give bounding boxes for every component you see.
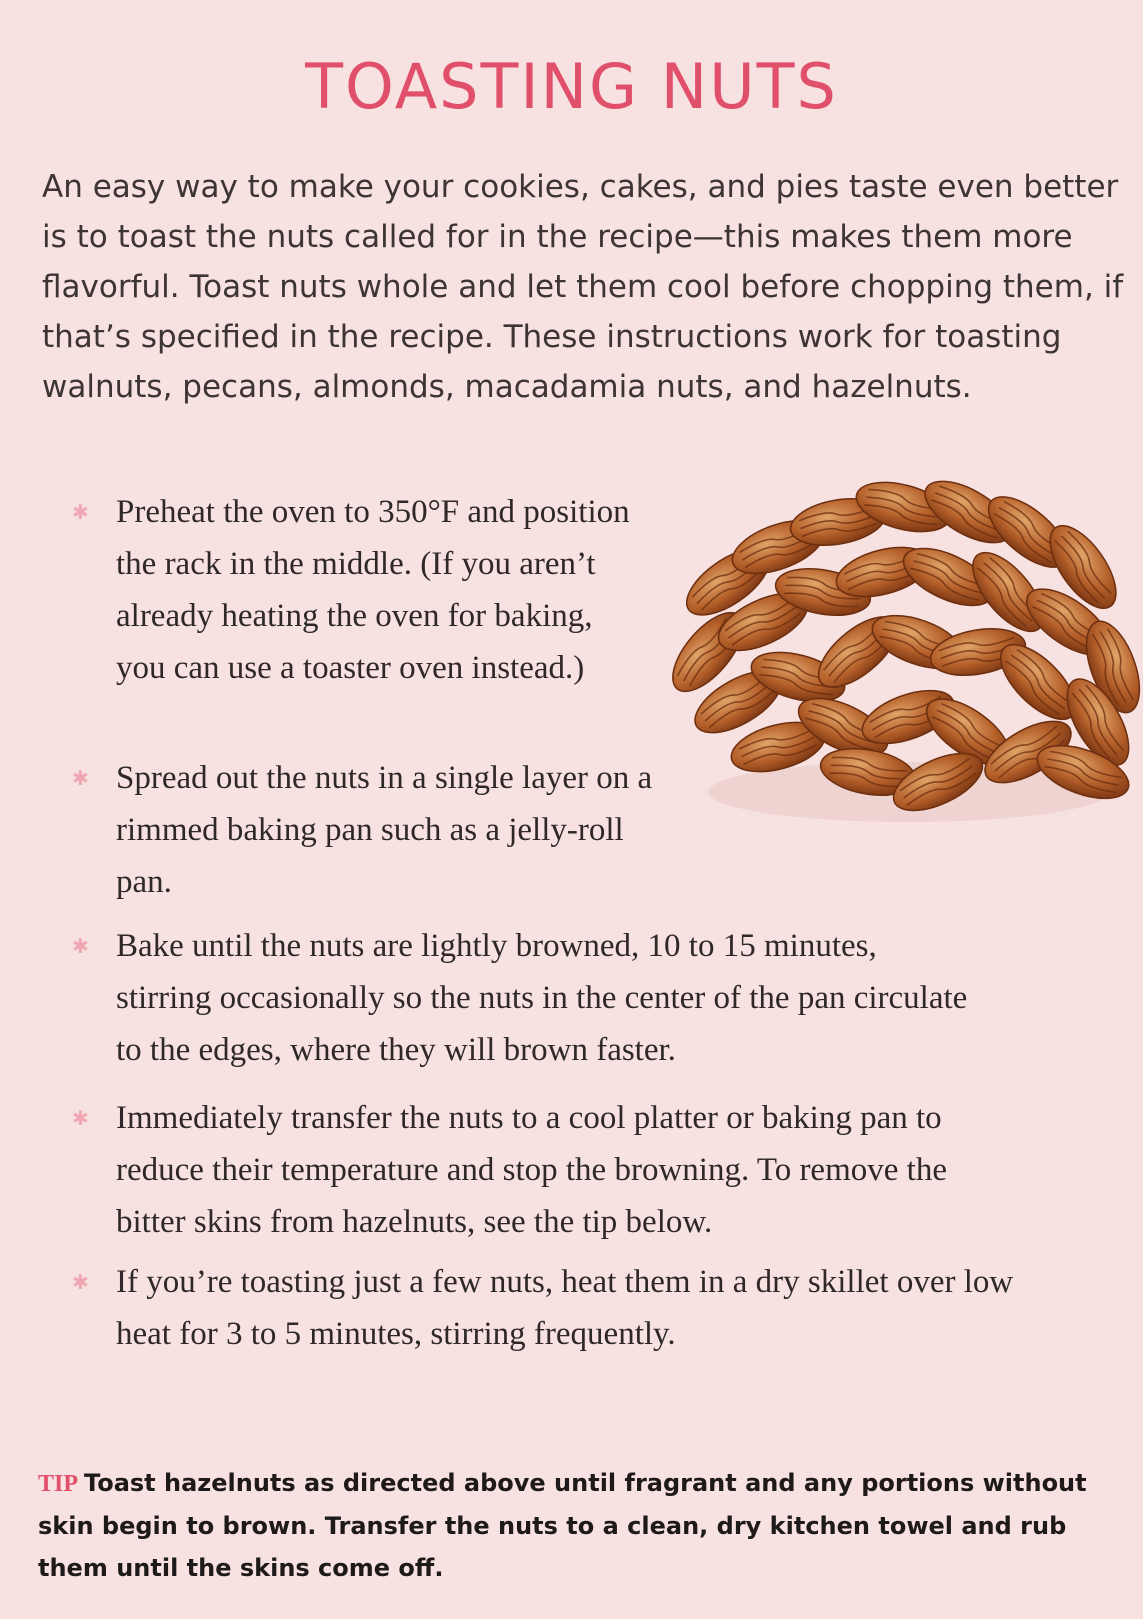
tip-text: Toast hazelnuts as directed above until fragrant and any portions without skin begin to brown. Transfer the nuts to a clean, dry kitchen towel and rub them until the skins come off.: [38, 1469, 1087, 1582]
bullet-icon: ✱: [72, 1270, 89, 1294]
bullet-icon: ✱: [72, 1106, 89, 1130]
step-text: Spread out the nuts in a single layer on a rimmed baking pan such as a jelly-roll pan.: [116, 760, 653, 900]
page-title: TOASTING NUTS: [305, 50, 838, 123]
pecan-pile: [668, 469, 1143, 822]
bullet-icon: ✱: [72, 500, 89, 524]
step-text: Preheat the oven to 350°F and position the rack in the middle. (If you aren’t already heating the oven for baking, you can use a toaster oven instead.): [116, 494, 630, 686]
step-text: If you’re toasting just a few nuts, heat them in a dry skillet over low heat for 3 to 5 minutes, stirring frequently.: [116, 1264, 1014, 1352]
step-text: Bake until the nuts are lightly browned, 10 to 15 minutes, stirring occasionally so the nuts in the center of the pan circulate to the edges, where they will brown faster.: [116, 928, 968, 1068]
tip-box: [38, 1462, 1118, 1589]
pecans-photo: [668, 452, 1143, 837]
tip-label: TIP: [38, 1471, 79, 1497]
bullet-icon: ✱: [72, 934, 89, 958]
intro-paragraph: An easy way to make your cookies, cakes, and pies taste even better is to toast the nuts called for in the recipe—this makes them more flavorful. Toast nuts whole and let them cool before chopping them, if that’s specified in the recipe. These instructions work for toasting walnuts, pecans, almonds, macadamia nuts, and hazelnuts.: [42, 169, 1124, 405]
bullet-icon: ✱: [72, 766, 89, 790]
step-text: Immediately transfer the nuts to a cool platter or baking pan to reduce their temperature and stop the browning. To remove the bitter skins from hazelnuts, see the tip below.: [116, 1100, 947, 1240]
